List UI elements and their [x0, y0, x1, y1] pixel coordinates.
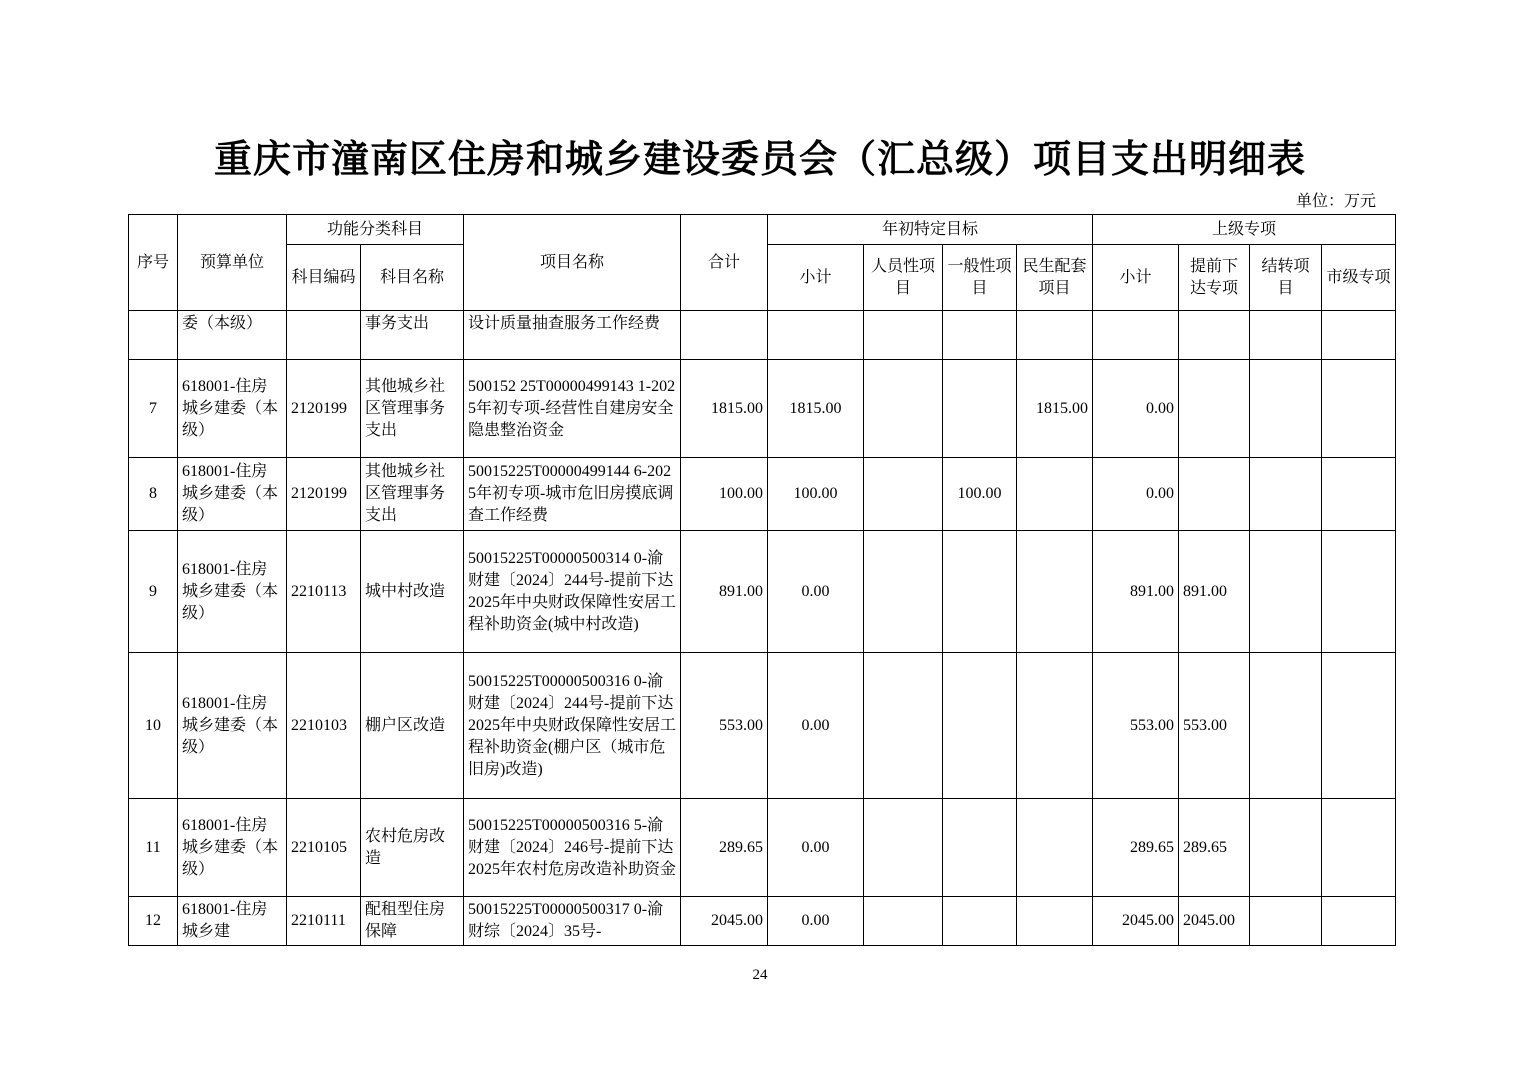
cell-seq: 7: [129, 360, 178, 458]
cell-total: 553.00: [681, 653, 768, 799]
cell-seq: 11: [129, 799, 178, 897]
header-subject-name: 科目名称: [361, 245, 464, 311]
cell-subject-name: 配租型住房保障: [361, 897, 464, 946]
cell-total: 2045.00: [681, 897, 768, 946]
cell-city: [1322, 531, 1396, 653]
cell-superior-subtotal: 891.00: [1093, 531, 1179, 653]
table-row: [129, 799, 1396, 897]
cell-project-name: 50015225T00000500314 0-渝财建〔2024〕244号-提前下达2025年中央财政保障性安居工程补助资金(城中村改造): [464, 531, 681, 653]
cell-livelihood: [1017, 311, 1093, 360]
cell-subject-code: 2120199: [287, 458, 361, 531]
cell-personnel: [864, 360, 943, 458]
cell-budget-unit: 618001-住房城乡建委（本级）: [178, 360, 287, 458]
header-general: 一般性项目: [943, 245, 1017, 311]
header-annual-group: 年初特定目标: [768, 215, 1093, 245]
header-func-group: 功能分类科目: [287, 215, 464, 245]
table-row: [129, 531, 1396, 653]
cell-annual-subtotal: [768, 311, 864, 360]
cell-budget-unit: 618001-住房城乡建委（本级）: [178, 458, 287, 531]
header-seq: 序号: [129, 215, 178, 311]
unit-label: 单位：万元: [1296, 191, 1377, 210]
cell-seq: 8: [129, 458, 178, 531]
cell-city: [1322, 311, 1396, 360]
header-carryover: 结转项目: [1250, 245, 1322, 311]
cell-advance: [1179, 360, 1250, 458]
table-row: [129, 360, 1396, 458]
cell-personnel: [864, 531, 943, 653]
cell-personnel: [864, 458, 943, 531]
cell-annual-subtotal: 100.00: [768, 458, 864, 531]
cell-subject-name: 其他城乡社区管理事务支出: [361, 458, 464, 531]
cell-livelihood: 1815.00: [1017, 360, 1093, 458]
header-project-name: 项目名称: [464, 215, 681, 311]
cell-superior-subtotal: 0.00: [1093, 458, 1179, 531]
cell-carryover: [1250, 653, 1322, 799]
cell-superior-subtotal: 553.00: [1093, 653, 1179, 799]
cell-subject-code: 2210111: [287, 897, 361, 946]
cell-general: [943, 653, 1017, 799]
cell-city: [1322, 799, 1396, 897]
cell-livelihood: [1017, 799, 1093, 897]
cell-carryover: [1250, 531, 1322, 653]
cell-budget-unit: 618001-住房城乡建: [178, 897, 287, 946]
cell-city: [1322, 458, 1396, 531]
header-personnel: 人员性项目: [864, 245, 943, 311]
cell-personnel: [864, 799, 943, 897]
cell-total: 1815.00: [681, 360, 768, 458]
cell-project-name: 50015225T00000500316 5-渝财建〔2024〕246号-提前下达2025年农村危房改造补助资金: [464, 799, 681, 897]
cell-personnel: [864, 653, 943, 799]
cell-carryover: [1250, 360, 1322, 458]
header-subject-code: 科目编码: [287, 245, 361, 311]
cell-superior-subtotal: [1093, 311, 1179, 360]
cell-city: [1322, 360, 1396, 458]
header-total: 合计: [681, 215, 768, 311]
cell-seq: [129, 311, 178, 360]
cell-subject-code: 2210105: [287, 799, 361, 897]
cell-project-name: 设计质量抽查服务工作经费: [464, 311, 681, 360]
cell-project-name: 50015225T00000500316 0-渝财建〔2024〕244号-提前下达2025年中央财政保障性安居工程补助资金(棚户区（城市危旧房)改造): [464, 653, 681, 799]
cell-personnel: [864, 311, 943, 360]
cell-annual-subtotal: 0.00: [768, 653, 864, 799]
cell-annual-subtotal: 0.00: [768, 799, 864, 897]
cell-total: 100.00: [681, 458, 768, 531]
header-livelihood: 民生配套项目: [1017, 245, 1093, 311]
header-city: 市级专项: [1322, 245, 1396, 311]
table-row: [129, 653, 1396, 799]
project-expenditure-table: [128, 214, 1396, 946]
cell-subject-name: 其他城乡社区管理事务支出: [361, 360, 464, 458]
cell-superior-subtotal: 289.65: [1093, 799, 1179, 897]
cell-project-name: 50015225T00000500317 0-渝财综〔2024〕35号-: [464, 897, 681, 946]
cell-advance: 891.00: [1179, 531, 1250, 653]
header-advance: 提前下达专项: [1179, 245, 1250, 311]
table-row: [129, 311, 1396, 360]
cell-carryover: [1250, 458, 1322, 531]
header-budget-unit: 预算单位: [178, 215, 287, 311]
cell-subject-name: 城中村改造: [361, 531, 464, 653]
cell-subject-name: 事务支出: [361, 311, 464, 360]
cell-total: 289.65: [681, 799, 768, 897]
cell-livelihood: [1017, 531, 1093, 653]
cell-superior-subtotal: 2045.00: [1093, 897, 1179, 946]
cell-advance: 289.65: [1179, 799, 1250, 897]
cell-subject-code: 2210103: [287, 653, 361, 799]
cell-general: [943, 897, 1017, 946]
cell-seq: 9: [129, 531, 178, 653]
cell-budget-unit: 618001-住房城乡建委（本级）: [178, 799, 287, 897]
header-annual-subtotal: 小计: [768, 245, 864, 311]
table-row: [129, 897, 1396, 946]
cell-project-name: 500152 25T00000499143 1-2025年初专项-经营性自建房安全隐患整治资金: [464, 360, 681, 458]
cell-general: [943, 360, 1017, 458]
cell-subject-name: 棚户区改造: [361, 653, 464, 799]
cell-budget-unit: 委（本级）: [178, 311, 287, 360]
cell-advance: 553.00: [1179, 653, 1250, 799]
cell-livelihood: [1017, 897, 1093, 946]
cell-general: [943, 311, 1017, 360]
cell-budget-unit: 618001-住房城乡建委（本级）: [178, 653, 287, 799]
cell-annual-subtotal: 1815.00: [768, 360, 864, 458]
cell-general: [943, 799, 1017, 897]
cell-carryover: [1250, 897, 1322, 946]
cell-total: [681, 311, 768, 360]
cell-budget-unit: 618001-住房城乡建委（本级）: [178, 531, 287, 653]
cell-seq: 10: [129, 653, 178, 799]
cell-general: [943, 531, 1017, 653]
cell-livelihood: [1017, 653, 1093, 799]
cell-livelihood: [1017, 458, 1093, 531]
cell-total: 891.00: [681, 531, 768, 653]
cell-advance: [1179, 458, 1250, 531]
cell-general: 100.00: [943, 458, 1017, 531]
table-row: [129, 458, 1396, 531]
cell-subject-code: 2120199: [287, 360, 361, 458]
cell-city: [1322, 653, 1396, 799]
page-title: 重庆市潼南区住房和城乡建设委员会（汇总级）项目支出明细表: [213, 136, 1306, 181]
cell-carryover: [1250, 799, 1322, 897]
cell-advance: 2045.00: [1179, 897, 1250, 946]
cell-annual-subtotal: 0.00: [768, 531, 864, 653]
cell-carryover: [1250, 311, 1322, 360]
cell-project-name: 50015225T00000499144 6-2025年初专项-城市危旧房摸底调查工作经费: [464, 458, 681, 531]
cell-subject-name: 农村危房改造: [361, 799, 464, 897]
header-superior-subtotal: 小计: [1093, 245, 1179, 311]
cell-annual-subtotal: 0.00: [768, 897, 864, 946]
cell-advance: [1179, 311, 1250, 360]
cell-subject-code: 2210113: [287, 531, 361, 653]
cell-subject-code: [287, 311, 361, 360]
cell-personnel: [864, 897, 943, 946]
page-number: 24: [752, 967, 768, 983]
header-superior-group: 上级专项: [1093, 215, 1396, 245]
cell-superior-subtotal: 0.00: [1093, 360, 1179, 458]
cell-city: [1322, 897, 1396, 946]
cell-seq: 12: [129, 897, 178, 946]
